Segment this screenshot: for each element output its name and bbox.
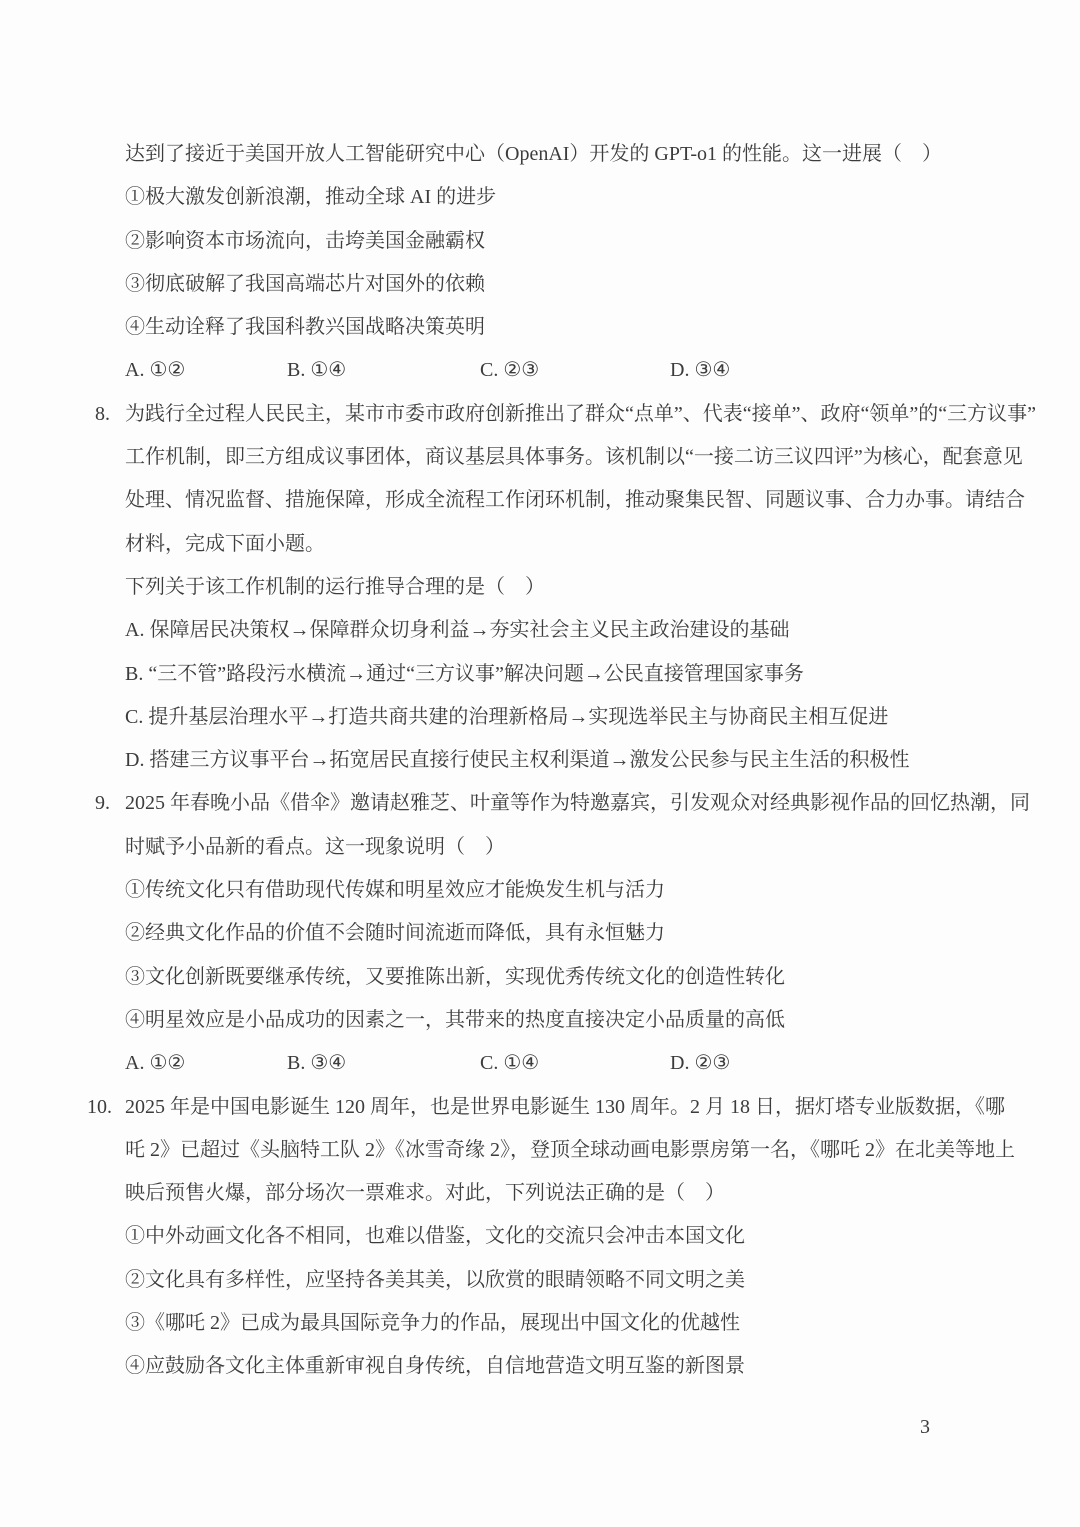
q10-stem-text-1: 2025 年是中国电影诞生 120 周年，也是世界电影诞生 130 周年。2 月 18 日，据灯塔专业版数据，《哪 xyxy=(125,1095,1005,1118)
q9-number: 9. xyxy=(95,792,110,815)
q7-option-d: D. ③④ xyxy=(670,359,731,382)
q9-stem-line-2: 时赋予小品新的看点。这一现象说明（ ） xyxy=(125,835,505,858)
q10-item-2: ②文化具有多样性，应坚持各美其美，以欣赏的眼睛领略不同文明之美 xyxy=(125,1268,745,1291)
q10-stem-line-1 xyxy=(0,1086,1080,1129)
q10-item-1: ①中外动画文化各不相同，也难以借鉴，文化的交流只会冲击本国文化 xyxy=(125,1225,745,1248)
q8-stem-line-3: 处理、情况监督、措施保障，形成全流程工作闭环机制，推动聚集民智、同题议事、合力办事。请结合 xyxy=(125,489,1025,512)
q9-option-b: B. ③④ xyxy=(287,1052,347,1075)
q7-item-2: ②影响资本市场流向，击垮美国金融霸权 xyxy=(125,229,485,252)
q10-stem-line-2: 吒 2》已超过《头脑特工队 2》《冰雪奇缘 2》，登顶全球动画电影票房第一名，《哪吒 2》在北美等地上 xyxy=(125,1138,1015,1161)
q8-option-d: D. 搭建三方议事平台→拓宽居民直接行使民主权利渠道→激发公民参与民主生活的积极性 xyxy=(125,749,910,772)
q8-substem: 下列关于该工作机制的运行推导合理的是（ ） xyxy=(125,575,545,598)
q8-number: 8. xyxy=(95,402,110,425)
page-number: 3 xyxy=(920,1416,930,1438)
q9-item-3: ③文化创新既要继承传统，又要推陈出新，实现优秀传统文化的创造性转化 xyxy=(125,965,785,988)
q8-stem-line-2: 工作机制，即三方组成议事团体，商议基层具体事务。该机制以“一接二访三议四评”为核心，配套意见 xyxy=(125,446,1023,469)
q9-item-2: ②经典文化作品的价值不会随时间流逝而降低，具有永恒魅力 xyxy=(125,922,665,945)
q8-option-a: A. 保障居民决策权→保障群众切身利益→夯实社会主义民主政治建设的基础 xyxy=(125,619,790,642)
q8-stem-line-4: 材料，完成下面小题。 xyxy=(125,532,325,555)
q7-item-3: ③彻底破解了我国高端芯片对国外的依赖 xyxy=(125,272,485,295)
q9-item-1: ①传统文化只有借助现代传媒和明星效应才能焕发生机与活力 xyxy=(125,879,665,902)
q10-stem-line-3: 映后预售火爆，部分场次一票难求。对此，下列说法正确的是（ ） xyxy=(125,1182,725,1205)
exam-content xyxy=(0,133,1080,1389)
q9-stem-line-1 xyxy=(0,782,1080,825)
q9-option-c: C. ①④ xyxy=(480,1052,540,1075)
q10-item-3: ③《哪吒 2》已成为最具国际竞争力的作品，展现出中国文化的优越性 xyxy=(125,1312,740,1335)
q7-option-b: B. ①④ xyxy=(287,359,347,382)
q9-option-a: A. ①② xyxy=(125,1052,186,1075)
q7-options-row xyxy=(0,349,1080,392)
q9-item-4: ④明星效应是小品成功的因素之一，其带来的热度直接决定小品质量的高低 xyxy=(125,1008,785,1031)
q7-item-4: ④生动诠释了我国科教兴国战略决策英明 xyxy=(125,316,485,339)
q7-item-1: ①极大激发创新浪潮，推动全球 AI 的进步 xyxy=(125,186,497,209)
q9-options-row xyxy=(0,1042,1080,1085)
q8-stem-line-1 xyxy=(0,393,1080,436)
q7-option-a: A. ①② xyxy=(125,359,186,382)
q7-stem-continuation: 达到了接近于美国开放人工智能研究中心（OpenAI）开发的 GPT-o1 的性能。这一进展（ ） xyxy=(125,143,943,165)
q7-option-c: C. ②③ xyxy=(480,359,540,382)
q8-option-b: B. “三不管”路段污水横流→通过“三方议事”解决问题→公民直接管理国家事务 xyxy=(125,662,804,685)
q9-stem-text-1: 2025 年春晚小品《借伞》邀请赵雅芝、叶童等作为特邀嘉宾，引发观众对经典影视作品的回忆热潮，同 xyxy=(125,792,1030,815)
q10-item-4: ④应鼓励各文化主体重新审视自身传统，自信地营造文明互鉴的新图景 xyxy=(125,1355,745,1378)
q10-number: 10. xyxy=(87,1095,112,1118)
q9-option-d: D. ②③ xyxy=(670,1052,731,1075)
q8-option-c: C. 提升基层治理水平→打造共商共建的治理新格局→实现选举民主与协商民主相互促进 xyxy=(125,705,889,728)
q8-stem-text-1: 为践行全过程人民民主，某市市委市政府创新推出了群众“点单”、代表“接单”、政府“领单”的“三方议事” xyxy=(125,402,1037,425)
